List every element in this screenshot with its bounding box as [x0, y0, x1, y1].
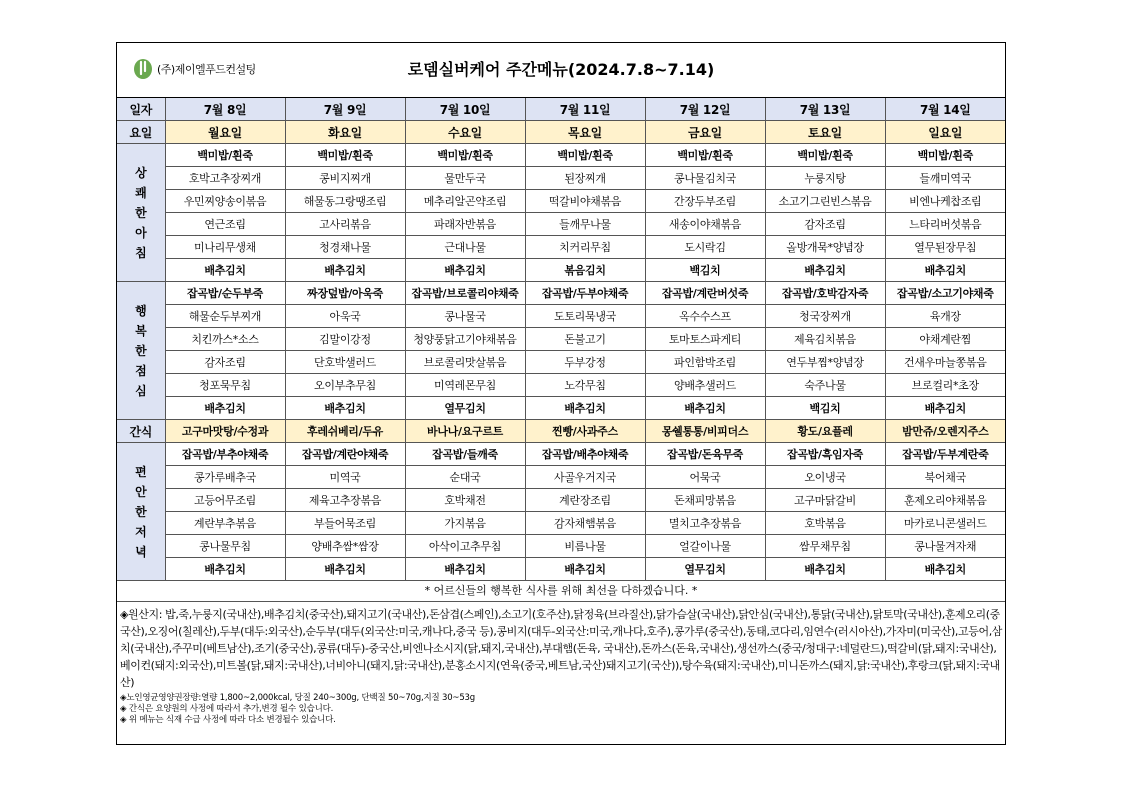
menu-item: 잡곡밥/돈육무죽	[645, 443, 765, 466]
menu-item: 오이부추무침	[285, 374, 405, 397]
menu-item: 우민찌양송이볶음	[165, 190, 285, 213]
menu-item: 해물동그랑땡조림	[285, 190, 405, 213]
menu-item: 마카로니콘샐러드	[885, 512, 1005, 535]
date-cell: 7월 13일	[765, 98, 885, 121]
menu-item: 들깨무나물	[525, 213, 645, 236]
menu-item: 잡곡밥/배추야채죽	[525, 443, 645, 466]
meal-label: 상 쾌 한 아 침	[117, 144, 165, 282]
weekly-menu-sheet	[116, 42, 1006, 745]
company-name: (주)제이엘푸드컨설팅	[157, 63, 256, 76]
snack-cell: 밤만쥬/오렌지주스	[885, 420, 1005, 443]
menu-item: 배추김치	[765, 259, 885, 282]
menu-item: 메추리알곤약조림	[405, 190, 525, 213]
menu-item: 백미밥/흰죽	[885, 144, 1005, 167]
menu-item: 배추김치	[165, 558, 285, 581]
menu-item: 배추김치	[285, 558, 405, 581]
menu-item: 콩나물국	[405, 305, 525, 328]
snack-label: 간식	[117, 420, 165, 443]
menu-item: 배추김치	[405, 259, 525, 282]
snack-cell: 황도/요플레	[765, 420, 885, 443]
menu-item: 청포묵무침	[165, 374, 285, 397]
menu-item: 가지볶음	[405, 512, 525, 535]
snack-cell: 바나나/요구르트	[405, 420, 525, 443]
snack-cell: 찐빵/사과주스	[525, 420, 645, 443]
notes-section	[117, 602, 1005, 726]
menu-item: 감자채햄볶음	[525, 512, 645, 535]
menu-item: 잡곡밥/순두부죽	[165, 282, 285, 305]
date-cell: 7월 12일	[645, 98, 765, 121]
date-cell: 7월 14일	[885, 98, 1005, 121]
date-cell: 7월 11일	[525, 98, 645, 121]
day-label: 요일	[117, 121, 165, 144]
menu-item: 도토리묵냉국	[525, 305, 645, 328]
menu-item: 백미밥/흰죽	[765, 144, 885, 167]
date-cell: 7월 10일	[405, 98, 525, 121]
menu-item: 치커리무침	[525, 236, 645, 259]
menu-item: 열무김치	[405, 397, 525, 420]
menu-item: 잡곡밥/흑임자죽	[765, 443, 885, 466]
menu-item: 백미밥/흰죽	[645, 144, 765, 167]
menu-item: 양배추샐러드	[645, 374, 765, 397]
menu-item: 계란장조림	[525, 489, 645, 512]
menu-item: 잡곡밥/계란야채죽	[285, 443, 405, 466]
day-cell: 수요일	[405, 121, 525, 144]
menu-item: 미역국	[285, 466, 405, 489]
menu-item: 간장두부조림	[645, 190, 765, 213]
menu-item: 백미밥/흰죽	[405, 144, 525, 167]
menu-item: 순대국	[405, 466, 525, 489]
day-cell: 금요일	[645, 121, 765, 144]
menu-item: 감자조림	[765, 213, 885, 236]
menu-item: 단호박샐러드	[285, 351, 405, 374]
menu-item: 호박채전	[405, 489, 525, 512]
menu-item: 얼갈이나물	[645, 535, 765, 558]
menu-item: 잡곡밥/호박감자죽	[765, 282, 885, 305]
date-cell: 7월 9일	[285, 98, 405, 121]
menu-item: 청국장찌개	[765, 305, 885, 328]
menu-item: 돈채피망볶음	[645, 489, 765, 512]
menu-item: 야채계란찜	[885, 328, 1005, 351]
menu-item: 도시락김	[645, 236, 765, 259]
menu-item: 사골우거지국	[525, 466, 645, 489]
snack-cell: 몽쉘통통/비피더스	[645, 420, 765, 443]
menu-item: 오이냉국	[765, 466, 885, 489]
menu-item: 열무김치	[645, 558, 765, 581]
menu-item: 소고기그린빈스볶음	[765, 190, 885, 213]
menu-item: 백김치	[765, 397, 885, 420]
menu-item: 노각무침	[525, 374, 645, 397]
menu-item: 토마토스파게티	[645, 328, 765, 351]
menu-item: 백미밥/흰죽	[285, 144, 405, 167]
snack-cell: 고구마맛탕/수정과	[165, 420, 285, 443]
day-cell: 일요일	[885, 121, 1005, 144]
menu-item: 잡곡밥/브로콜리야채죽	[405, 282, 525, 305]
menu-item: 근대나물	[405, 236, 525, 259]
menu-item: 아삭이고추무침	[405, 535, 525, 558]
menu-item: 비엔나케찹조림	[885, 190, 1005, 213]
menu-item: 북어채국	[885, 466, 1005, 489]
change-note: ◈ 위 메뉴는 식재 수급 사정에 따라 다소 변경될수 있습니다.	[120, 715, 336, 725]
menu-item: 배추김치	[645, 397, 765, 420]
menu-item: 잡곡밥/계란버섯죽	[645, 282, 765, 305]
menu-item: 파래자반볶음	[405, 213, 525, 236]
menu-header	[117, 43, 1005, 98]
menu-item: 배추김치	[405, 558, 525, 581]
slogan: * 어르신들의 행복한 식사를 위해 최선을 다하겠습니다. *	[117, 581, 1005, 602]
menu-item: 잡곡밥/두부야채죽	[525, 282, 645, 305]
menu-item: 해물순두부찌개	[165, 305, 285, 328]
menu-item: 훈제오리야채볶음	[885, 489, 1005, 512]
origin-note: ◈원산지: 밥,죽,누룽지(국내산),배추김치(중국산),돼지고기(국내산),돈삼겹(스페인),소고기(호주산),닭정육(브라질산),닭가슴살(국내산),닭안심(국내산),통닭(국내산),닭토막(국내산),훈제오리(중국산),오징어(칠레산),두부(대두:외국산),순두부(대두(외국산:미국,캐나다,중국 등),콩비지(대두-외국산:미국,캐나다,호주),콩가루(중국산),동태,코다리,임연수(러시아산),가자미(미국산),고등어,삼치(국내산),주꾸미(베트남산),조기(중국산),콩류(대두)-중국산,비엔나소시지(닭,돼지,국내산),부대햄(돈육, 국내산),돈까스(돈육,국내산),생선까스(중국/청대구:네덜란드),떡갈비(닭,돼지:국내산),베이컨(돼지:외국산),미트볼(닭,돼지:국내산),너비아니(돼지,닭:국내산),분홍소시지(연육(중국,베트남,국산)돼지고기(국산)),탕수육(돼지:국내산),미니돈까스(돼지,닭:국내산),후랑크(닭,돼지:국내산)	[120, 608, 1003, 689]
snack-note: ◈ 간식은 요양원의 사정에 따라서 추가,변경 될수 있습니다.	[120, 704, 334, 714]
menu-item: 백미밥/흰죽	[165, 144, 285, 167]
menu-item: 양배추쌈*쌈장	[285, 535, 405, 558]
menu-item: 호박볶음	[765, 512, 885, 535]
menu-item: 옥수수스프	[645, 305, 765, 328]
menu-title: 로뎀실버케어 주간메뉴(2024.7.8~7.14)	[407, 60, 715, 79]
menu-item: 건새우마늘쫑볶음	[885, 351, 1005, 374]
menu-item: 느타리버섯볶음	[885, 213, 1005, 236]
menu-item: 두부강정	[525, 351, 645, 374]
menu-item: 비름나물	[525, 535, 645, 558]
menu-item: 돈불고기	[525, 328, 645, 351]
menu-item: 된장찌개	[525, 167, 645, 190]
menu-item: 콩나물무침	[165, 535, 285, 558]
menu-item: 열무된장무침	[885, 236, 1005, 259]
menu-item: 누룽지탕	[765, 167, 885, 190]
menu-item: 올방개묵*양념장	[765, 236, 885, 259]
day-cell: 화요일	[285, 121, 405, 144]
menu-item: 잡곡밥/두부계란죽	[885, 443, 1005, 466]
date-label: 일자	[117, 98, 165, 121]
nutrition-note: ◈노인영균영양권장량:열량 1,800~2,000kcal, 당질 240~300g, 단백질 50~70g,지질 30~53g	[120, 693, 475, 703]
menu-item: 잡곡밥/들깨죽	[405, 443, 525, 466]
day-cell: 월요일	[165, 121, 285, 144]
menu-item: 배추김치	[165, 397, 285, 420]
menu-item: 물만두국	[405, 167, 525, 190]
menu-item: 계란부추볶음	[165, 512, 285, 535]
menu-item: 들깨미역국	[885, 167, 1005, 190]
menu-item: 청경채나물	[285, 236, 405, 259]
snack-cell: 후레쉬베리/두유	[285, 420, 405, 443]
menu-item: 숙주나물	[765, 374, 885, 397]
menu-item: 콩나물김치국	[645, 167, 765, 190]
menu-item: 호박고추장찌개	[165, 167, 285, 190]
menu-item: 배추김치	[885, 397, 1005, 420]
menu-item: 쌈무채무침	[765, 535, 885, 558]
menu-item: 배추김치	[285, 259, 405, 282]
menu-item: 치킨까스*소스	[165, 328, 285, 351]
menu-item: 제육고추장볶음	[285, 489, 405, 512]
menu-item: 브로컬리*초장	[885, 374, 1005, 397]
menu-item: 미나리무생채	[165, 236, 285, 259]
menu-table	[117, 98, 1005, 581]
menu-item: 배추김치	[525, 397, 645, 420]
menu-item: 고등어무조림	[165, 489, 285, 512]
menu-item: 브로콜리맛살볶음	[405, 351, 525, 374]
menu-item: 콩비지찌개	[285, 167, 405, 190]
menu-item: 콩가루배추국	[165, 466, 285, 489]
menu-item: 새송이야채볶음	[645, 213, 765, 236]
menu-item: 배추김치	[525, 558, 645, 581]
menu-item: 잡곡밥/부추야채죽	[165, 443, 285, 466]
menu-item: 배추김치	[885, 558, 1005, 581]
day-cell: 토요일	[765, 121, 885, 144]
menu-item: 백김치	[645, 259, 765, 282]
menu-item: 백미밥/흰죽	[525, 144, 645, 167]
menu-item: 배추김치	[165, 259, 285, 282]
meal-label: 편 안 한 저 녁	[117, 443, 165, 581]
menu-item: 짜장덮밥/아욱죽	[285, 282, 405, 305]
menu-item: 청양풍닭고기야채볶음	[405, 328, 525, 351]
meal-label: 행 복 한 점 심	[117, 282, 165, 420]
menu-item: 육개장	[885, 305, 1005, 328]
menu-item: 부들어묵조림	[285, 512, 405, 535]
menu-item: 배추김치	[765, 558, 885, 581]
menu-item: 제육김치볶음	[765, 328, 885, 351]
menu-item: 연두부찜*양념장	[765, 351, 885, 374]
menu-item: 콩나물겨자채	[885, 535, 1005, 558]
menu-item: 김말이강정	[285, 328, 405, 351]
menu-item: 미역레몬무침	[405, 374, 525, 397]
menu-item: 배추김치	[285, 397, 405, 420]
menu-item: 감자조림	[165, 351, 285, 374]
menu-item: 아욱국	[285, 305, 405, 328]
date-cell: 7월 8일	[165, 98, 285, 121]
menu-item: 어묵국	[645, 466, 765, 489]
menu-item: 배추김치	[885, 259, 1005, 282]
menu-item: 떡갈비야채볶음	[525, 190, 645, 213]
menu-item: 파인함박조림	[645, 351, 765, 374]
menu-item: 멸치고추장볶음	[645, 512, 765, 535]
menu-item: 볶음김치	[525, 259, 645, 282]
menu-item: 잡곡밥/소고기야채죽	[885, 282, 1005, 305]
menu-item: 고구마닭갈비	[765, 489, 885, 512]
menu-item: 고사리볶음	[285, 213, 405, 236]
menu-item: 연근조림	[165, 213, 285, 236]
day-cell: 목요일	[525, 121, 645, 144]
